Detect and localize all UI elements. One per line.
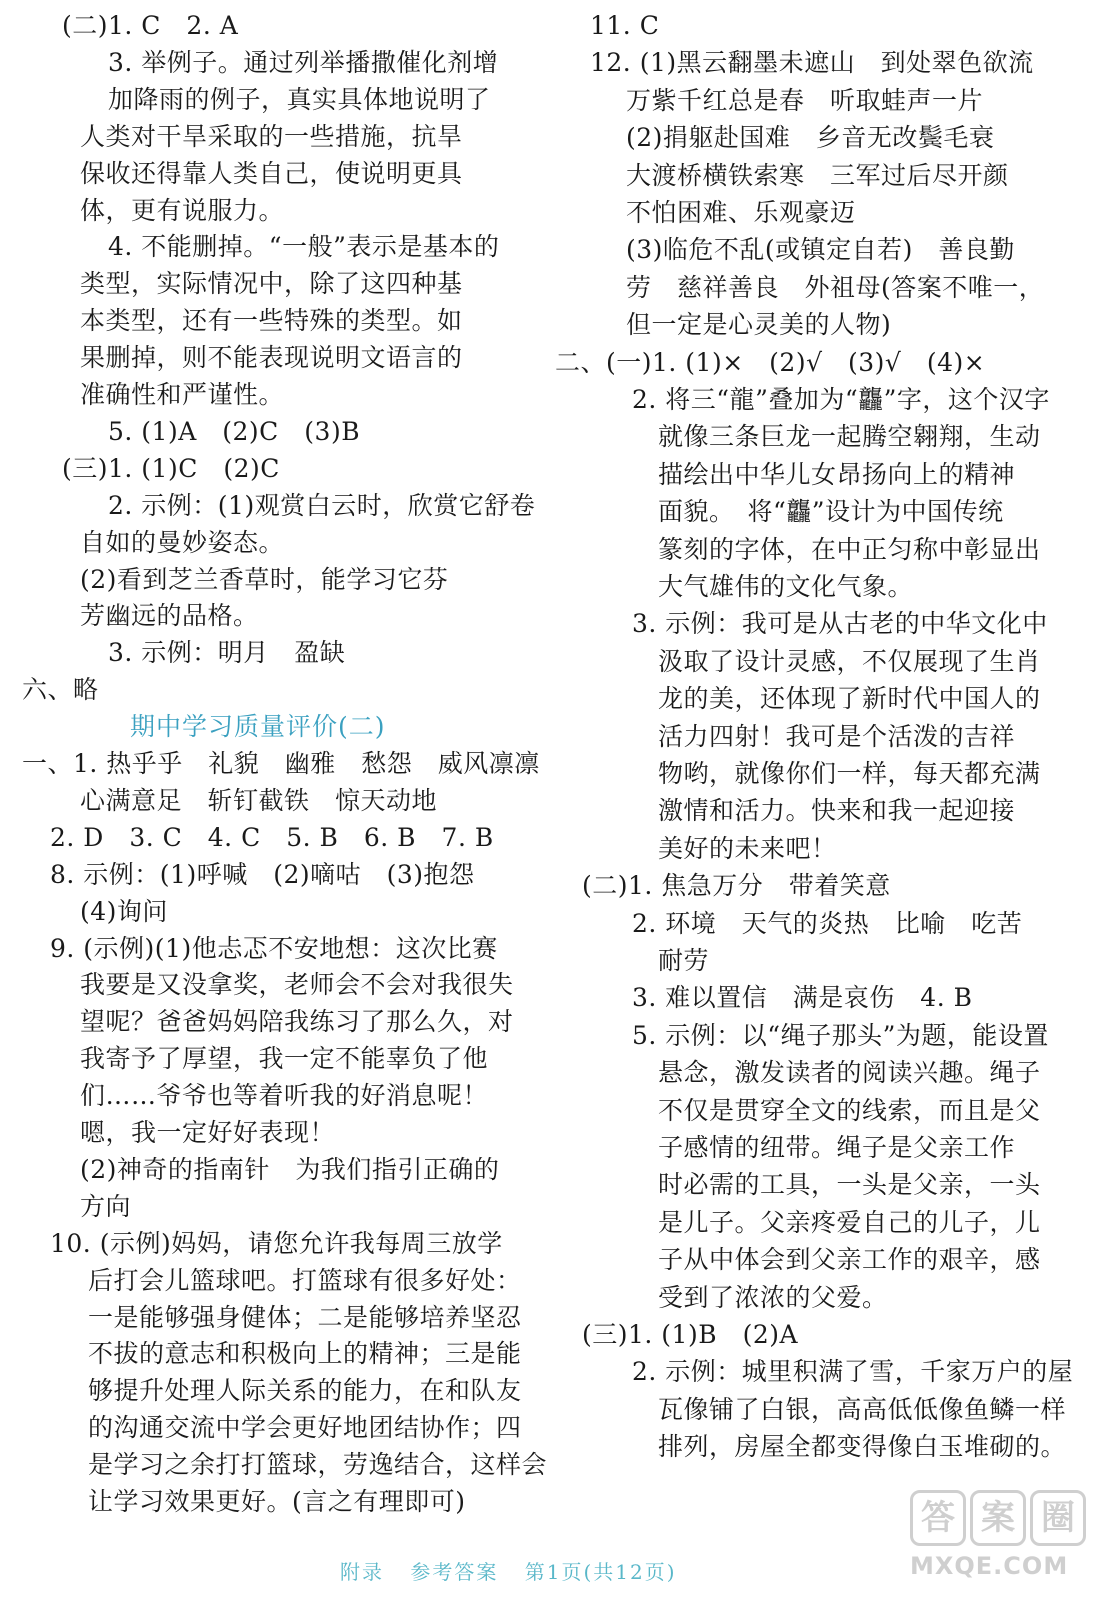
answer-line: 2. D 3. C 4. C 5. B 6. B 7. B: [50, 823, 494, 852]
answer-line: 是学习之余打打篮球，劳逸结合，这样会: [88, 1450, 548, 1479]
footer-appendix: 附录: [340, 1560, 384, 1584]
answer-line: 方向: [80, 1192, 132, 1221]
watermark-glyph: 圈: [1030, 1490, 1086, 1546]
answer-line: 瓦像铺了白银，高高低低像鱼鳞一样: [658, 1395, 1067, 1424]
answer-line: 一、1. 热乎乎 礼貌 幽雅 愁怨 威风凛凛: [22, 749, 540, 778]
answer-line: (二)1. 焦急万分 带着笑意: [582, 871, 891, 900]
answer-line: 2. 将三“龍”叠加为“龘”字，这个汉字: [632, 385, 1050, 414]
answer-line: 3. 举例子。通过列举播撒催化剂增: [108, 48, 499, 77]
page-footer: [340, 1556, 695, 1585]
answer-line: 3. 示例：我可是从古老的中华文化中: [632, 609, 1048, 638]
answer-line: 汲取了设计灵感，不仅展现了生肖: [658, 647, 1041, 676]
answer-line: 自如的曼妙姿态。: [80, 528, 285, 557]
answer-line: 不仅是贯穿全文的线索，而且是父: [658, 1096, 1041, 1125]
answer-line: 12. (1)黑云翻墨未遮山 到处翠色欲流: [590, 48, 1034, 77]
answer-line: 11. C: [590, 11, 660, 40]
watermark-url: MXQE.COM: [910, 1552, 1069, 1580]
watermark-glyph: 案: [970, 1490, 1026, 1546]
answer-line: 劳 慈祥善良 外祖母(答案不唯一，: [626, 273, 1045, 302]
footer-answers: 参考答案: [410, 1560, 499, 1584]
answer-line: 篆刻的字体，在中正匀称中彰显出: [658, 535, 1041, 564]
answer-line: 2. 示例：(1)观赏白云时，欣赏它舒卷: [108, 491, 536, 520]
answer-line: 心满意足 斩钉截铁 惊天动地: [80, 786, 438, 815]
answer-line: 但一定是心灵美的人物): [626, 310, 892, 339]
answer-line: (2)捐躯赴国难 乡音无改鬓毛衰: [626, 123, 995, 152]
answer-line: 受到了浓浓的父爱。: [658, 1283, 888, 1312]
answer-line: 果删掉，则不能表现说明文语言的: [80, 343, 463, 372]
answer-line: 大气雄伟的文化气象。: [658, 572, 914, 601]
answer-line: 保收还得靠人类自己，使说明更具: [80, 159, 463, 188]
answer-line: 5. (1)A (2)C (3)B: [108, 417, 361, 446]
answer-line: 类型，实际情况中，除了这四种基: [80, 269, 463, 298]
answer-line: 人类对干旱采取的一些措施，抗旱: [80, 122, 463, 151]
answer-line: 们……爷爷也等着听我的好消息呢！: [80, 1081, 489, 1110]
answer-line: 排列，房屋全都变得像白玉堆砌的。: [658, 1432, 1067, 1461]
answer-line: 加降雨的例子，真实具体地说明了: [108, 85, 491, 114]
answer-line: 4. 不能删掉。“一般”表示是基本的: [108, 232, 500, 261]
answer-line: 2. 示例：城里积满了雪，千家万户的屋: [632, 1357, 1074, 1386]
answer-line: (三)1. (1)B (2)A: [582, 1320, 799, 1349]
answer-line: 耐劳: [658, 946, 710, 975]
answer-line: 万紫千红总是春 听取蛙声一片: [626, 86, 984, 115]
answer-line: 描绘出中华儿女昂扬向上的精神: [658, 460, 1016, 489]
answer-line: 子感情的纽带。绳子是父亲工作: [658, 1133, 1016, 1162]
answer-line: 后打会儿篮球吧。打篮球有很多好处：: [88, 1266, 522, 1295]
answer-line: 10. (示例)妈妈，请您允许我每周三放学: [50, 1229, 503, 1258]
answer-line: 激情和活力。快来和我一起迎接: [658, 796, 1016, 825]
answer-line: (三)1. (1)C (2)C: [62, 454, 280, 483]
answer-line: (3)临危不乱(或镇定自若) 善良勤: [626, 235, 1015, 264]
answer-line: 六、略: [22, 675, 99, 704]
answer-line: 不拔的意志和积极向上的精神；三是能: [88, 1339, 522, 1368]
answer-line: 面貌。 将“龘”设计为中国传统: [658, 497, 1004, 526]
answer-line: 3. 示例：明月 盈缺: [108, 638, 346, 667]
answer-line: 本类型，还有一些特殊的类型。如: [80, 306, 463, 335]
watermark-glyph: 答: [910, 1490, 966, 1546]
answer-line: 美好的未来吧！: [658, 834, 837, 863]
answer-line: 8. 示例：(1)呼喊 (2)嘀咕 (3)抱怨: [50, 860, 475, 889]
answer-line: 2. 环境 天气的炎热 比喻 吃苦: [632, 909, 1023, 938]
answer-line: 龙的美，还体现了新时代中国人的: [658, 684, 1041, 713]
answer-line: 体，更有说服力。: [80, 196, 285, 225]
answer-line: 的沟通交流中学会更好地团结协作；四: [88, 1413, 522, 1442]
answer-line: (二)1. C 2. A: [62, 11, 239, 40]
answer-line: 准确性和严谨性。: [80, 380, 285, 409]
answer-line: 二、(一)1. (1)× (2)√ (3)√ (4)×: [555, 348, 986, 377]
answer-line: 芳幽远的品格。: [80, 601, 259, 630]
answer-line: (2)神奇的指南针 为我们指引正确的: [80, 1155, 500, 1184]
answer-line: 让学习效果更好。(言之有理即可): [88, 1487, 466, 1516]
answer-line: 9. (示例)(1)他忐忑不安地想：这次比赛: [50, 934, 498, 963]
footer-page-number: 第1页(共12页): [524, 1560, 677, 1584]
answer-line: 我要是又没拿奖，老师会不会对我很失: [80, 970, 514, 999]
answer-line: 大渡桥横铁索寒 三军过后尽开颜: [626, 161, 1009, 190]
answer-line: 是儿子。父亲疼爱自己的儿子，儿: [658, 1208, 1041, 1237]
answer-line: 3. 难以置信 满是哀伤 4. B: [632, 983, 973, 1012]
answer-line: 就像三条巨龙一起腾空翱翔，生动: [658, 422, 1041, 451]
site-watermark-logo: [910, 1490, 1086, 1586]
answer-line: 一是能够强身健体；二是能够培养坚忍: [88, 1303, 522, 1332]
answer-line: (4)询问: [80, 897, 168, 926]
answer-line: 活力四射！我可是个活泼的吉祥: [658, 722, 1016, 751]
section-heading: 期中学习质量评价(二): [130, 712, 386, 741]
answer-line: 时必需的工具，一头是父亲，一头: [658, 1170, 1041, 1199]
answer-line: 嗯，我一定好好表现！: [80, 1118, 336, 1147]
answer-line: 望呢？爸爸妈妈陪我练习了那么久，对: [80, 1007, 514, 1036]
answer-line: 5. 示例：以“绳子那头”为题，能设置: [632, 1021, 1049, 1050]
answer-line: 我寄予了厚望，我一定不能辜负了他: [80, 1044, 489, 1073]
answer-line: (2)看到芝兰香草时，能学习它芬: [80, 565, 449, 594]
answer-line: 够提升处理人际关系的能力，在和队友: [88, 1376, 522, 1405]
answer-line: 物哟，就像你们一样，每天都充满: [658, 759, 1041, 788]
answer-line: 悬念，激发读者的阅读兴趣。绳子: [658, 1058, 1041, 1087]
answer-line: 子从中体会到父亲工作的艰辛，感: [658, 1245, 1041, 1274]
answer-line: 不怕困难、乐观豪迈: [626, 198, 856, 227]
